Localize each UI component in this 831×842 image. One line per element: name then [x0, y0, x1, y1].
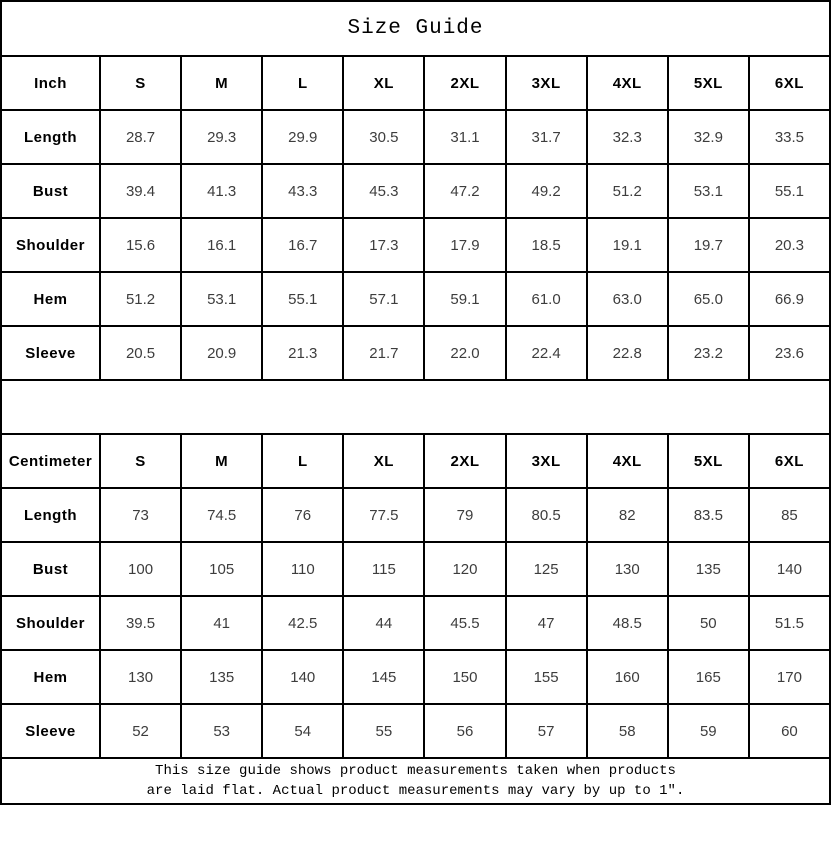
size-value-cell: 43.3: [262, 164, 343, 218]
size-column-header: 5XL: [668, 434, 749, 488]
unit-header-inch: Inch: [1, 56, 100, 110]
size-value-cell: 31.7: [506, 110, 587, 164]
size-value-cell: 55.1: [749, 164, 830, 218]
size-column-header: L: [262, 434, 343, 488]
size-value-cell: 52: [100, 704, 181, 758]
size-value-cell: 33.5: [749, 110, 830, 164]
size-value-cell: 42.5: [262, 596, 343, 650]
size-value-cell: 23.6: [749, 326, 830, 380]
size-value-cell: 49.2: [506, 164, 587, 218]
size-value-cell: 63.0: [587, 272, 668, 326]
size-value-cell: 73: [100, 488, 181, 542]
size-value-cell: 77.5: [343, 488, 424, 542]
size-value-cell: 59: [668, 704, 749, 758]
size-column-header: 4XL: [587, 56, 668, 110]
size-value-cell: 22.0: [424, 326, 505, 380]
cm-sleeve-row: [1, 704, 830, 758]
size-value-cell: 21.7: [343, 326, 424, 380]
size-value-cell: 65.0: [668, 272, 749, 326]
row-label: Sleeve: [1, 704, 100, 758]
size-value-cell: 82: [587, 488, 668, 542]
size-value-cell: 23.2: [668, 326, 749, 380]
size-value-cell: 76: [262, 488, 343, 542]
size-value-cell: 66.9: [749, 272, 830, 326]
size-column-header: 6XL: [749, 434, 830, 488]
size-value-cell: 47.2: [424, 164, 505, 218]
size-value-cell: 31.1: [424, 110, 505, 164]
row-label: Length: [1, 488, 100, 542]
row-label: Hem: [1, 650, 100, 704]
row-label: Length: [1, 110, 100, 164]
size-value-cell: 45.3: [343, 164, 424, 218]
size-value-cell: 17.3: [343, 218, 424, 272]
spacer-cell: [1, 380, 830, 434]
inch-sleeve-row: [1, 326, 830, 380]
size-column-header: S: [100, 56, 181, 110]
size-column-header: 6XL: [749, 56, 830, 110]
size-value-cell: 130: [587, 542, 668, 596]
size-value-cell: 83.5: [668, 488, 749, 542]
size-value-cell: 30.5: [343, 110, 424, 164]
row-label: Hem: [1, 272, 100, 326]
size-column-header: L: [262, 56, 343, 110]
size-value-cell: 79: [424, 488, 505, 542]
size-column-header: 2XL: [424, 56, 505, 110]
inch-hem-row: [1, 272, 830, 326]
footer-note: [1, 758, 830, 804]
size-value-cell: 47: [506, 596, 587, 650]
size-value-cell: 54: [262, 704, 343, 758]
title-row: [1, 1, 830, 56]
size-value-cell: 57: [506, 704, 587, 758]
size-value-cell: 145: [343, 650, 424, 704]
inch-shoulder-row: [1, 218, 830, 272]
size-value-cell: 55: [343, 704, 424, 758]
size-value-cell: 50: [668, 596, 749, 650]
size-value-cell: 120: [424, 542, 505, 596]
size-value-cell: 110: [262, 542, 343, 596]
footer-row: [1, 758, 830, 804]
size-value-cell: 18.5: [506, 218, 587, 272]
inch-header-row: [1, 56, 830, 110]
size-value-cell: 32.9: [668, 110, 749, 164]
cm-length-row: [1, 488, 830, 542]
size-value-cell: 53: [181, 704, 262, 758]
size-value-cell: 39.5: [100, 596, 181, 650]
size-column-header: S: [100, 434, 181, 488]
size-column-header: XL: [343, 434, 424, 488]
size-value-cell: 41.3: [181, 164, 262, 218]
size-value-cell: 45.5: [424, 596, 505, 650]
inch-bust-row: [1, 164, 830, 218]
size-value-cell: 58: [587, 704, 668, 758]
size-column-header: M: [181, 56, 262, 110]
size-column-header: 5XL: [668, 56, 749, 110]
size-value-cell: 53.1: [181, 272, 262, 326]
row-label: Bust: [1, 542, 100, 596]
size-column-header: 2XL: [424, 434, 505, 488]
size-value-cell: 41: [181, 596, 262, 650]
size-value-cell: 22.4: [506, 326, 587, 380]
size-value-cell: 61.0: [506, 272, 587, 326]
size-value-cell: 20.5: [100, 326, 181, 380]
row-label: Sleeve: [1, 326, 100, 380]
size-value-cell: 74.5: [181, 488, 262, 542]
footer-note-line2: are laid flat. Actual product measurements may vary by up to 1″.: [146, 783, 685, 799]
footer-note-line1: This size guide shows product measurements taken when products: [155, 763, 676, 779]
size-value-cell: 48.5: [587, 596, 668, 650]
size-column-header: M: [181, 434, 262, 488]
size-value-cell: 56: [424, 704, 505, 758]
row-label: Shoulder: [1, 218, 100, 272]
size-value-cell: 105: [181, 542, 262, 596]
unit-header-centimeter: Centimeter: [1, 434, 100, 488]
size-column-header: 3XL: [506, 56, 587, 110]
size-value-cell: 32.3: [587, 110, 668, 164]
spacer-row: [1, 380, 830, 434]
row-label: Shoulder: [1, 596, 100, 650]
size-value-cell: 155: [506, 650, 587, 704]
size-value-cell: 125: [506, 542, 587, 596]
size-value-cell: 51.2: [100, 272, 181, 326]
size-value-cell: 22.8: [587, 326, 668, 380]
size-value-cell: 130: [100, 650, 181, 704]
size-value-cell: 20.9: [181, 326, 262, 380]
size-column-header: XL: [343, 56, 424, 110]
size-value-cell: 165: [668, 650, 749, 704]
size-value-cell: 60: [749, 704, 830, 758]
size-value-cell: 19.1: [587, 218, 668, 272]
size-value-cell: 19.7: [668, 218, 749, 272]
size-value-cell: 170: [749, 650, 830, 704]
size-column-header: 4XL: [587, 434, 668, 488]
size-value-cell: 160: [587, 650, 668, 704]
size-value-cell: 115: [343, 542, 424, 596]
size-value-cell: 28.7: [100, 110, 181, 164]
page-title: Size Guide: [1, 1, 830, 56]
cm-shoulder-row: [1, 596, 830, 650]
size-value-cell: 53.1: [668, 164, 749, 218]
size-value-cell: 51.2: [587, 164, 668, 218]
size-value-cell: 150: [424, 650, 505, 704]
size-value-cell: 15.6: [100, 218, 181, 272]
size-value-cell: 29.3: [181, 110, 262, 164]
size-value-cell: 44: [343, 596, 424, 650]
size-value-cell: 85: [749, 488, 830, 542]
cm-hem-row: [1, 650, 830, 704]
size-value-cell: 20.3: [749, 218, 830, 272]
size-value-cell: 140: [262, 650, 343, 704]
size-value-cell: 80.5: [506, 488, 587, 542]
size-column-header: 3XL: [506, 434, 587, 488]
size-value-cell: 16.1: [181, 218, 262, 272]
size-value-cell: 55.1: [262, 272, 343, 326]
size-value-cell: 135: [181, 650, 262, 704]
size-value-cell: 39.4: [100, 164, 181, 218]
size-value-cell: 135: [668, 542, 749, 596]
inch-length-row: [1, 110, 830, 164]
cm-bust-row: [1, 542, 830, 596]
size-value-cell: 51.5: [749, 596, 830, 650]
size-value-cell: 59.1: [424, 272, 505, 326]
row-label: Bust: [1, 164, 100, 218]
size-value-cell: 21.3: [262, 326, 343, 380]
size-value-cell: 29.9: [262, 110, 343, 164]
size-value-cell: 16.7: [262, 218, 343, 272]
centimeter-header-row: [1, 434, 830, 488]
size-value-cell: 140: [749, 542, 830, 596]
size-value-cell: 100: [100, 542, 181, 596]
size-value-cell: 17.9: [424, 218, 505, 272]
size-value-cell: 57.1: [343, 272, 424, 326]
